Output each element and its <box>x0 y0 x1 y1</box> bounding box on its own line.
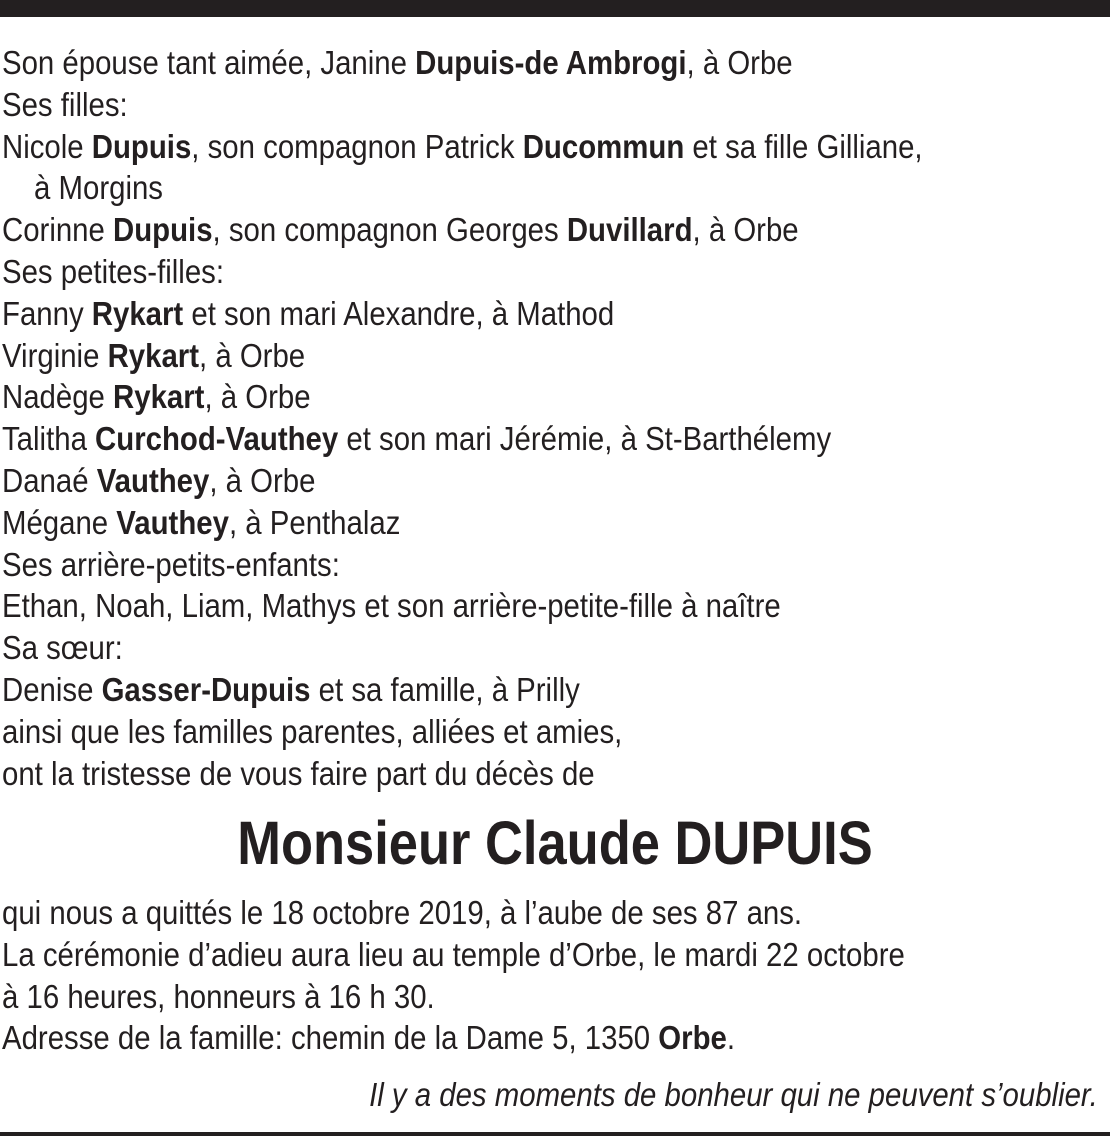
granddaughter-line <box>2 376 981 418</box>
great-grandchildren-heading: Ses arrière-petits-enfants: <box>2 545 340 583</box>
great-grandchildren-names: Ethan, Noah, Liam, Mathys et son arrière-petite-fille à naître <box>2 587 781 625</box>
spouse-surname: Dupuis-de Ambrogi <box>415 44 687 81</box>
granddaughter-surname: Rykart <box>91 294 184 332</box>
sister-suffix: et sa famille, à Prilly <box>310 670 580 708</box>
daughter1-partner-surname: Ducommun <box>522 127 685 165</box>
daughter1-suffix: et sa fille Gilliane, <box>684 127 923 165</box>
granddaughter-line <box>2 293 981 335</box>
family-list <box>2 42 981 794</box>
granddaughter-line <box>2 502 981 544</box>
address-prefix: Adresse de la famille: chemin de la Dame 5, 1350 <box>2 1019 659 1057</box>
daughter1-first: Nicole <box>2 127 92 165</box>
granddaughter-suffix: , à Orbe <box>199 336 306 374</box>
sister-first: Denise <box>2 670 102 708</box>
granddaughter-first: Fanny <box>2 294 92 332</box>
granddaughter-surname: Vauthey <box>96 461 210 499</box>
granddaughter-first: Danaé <box>2 461 97 499</box>
sister-line <box>2 669 981 711</box>
granddaughter-line <box>2 418 981 460</box>
granddaughter-suffix: , à Orbe <box>209 461 316 499</box>
bottom-rule <box>0 1132 1110 1136</box>
daughter2-line <box>2 209 981 251</box>
granddaughter-surname: Rykart <box>107 336 200 374</box>
granddaughter-first: Mégane <box>2 503 117 541</box>
address-suffix: . <box>726 1019 736 1057</box>
spouse-line <box>2 42 981 84</box>
daughter2-first: Corinne <box>2 211 114 249</box>
closing-quote: Il y a des moments de bonheur qui ne peuvent s’oublier. <box>369 1076 1098 1113</box>
spouse-prefix: Son épouse tant aimée, Janine <box>2 44 416 81</box>
ceremony-time-line: à 16 heures, honneurs à 16 h 30. <box>2 977 435 1015</box>
granddaughter-surname: Curchod-Vauthey <box>95 420 339 458</box>
granddaughter-first: Nadège <box>2 378 114 416</box>
granddaughter-first: Talitha <box>2 420 96 458</box>
granddaughter-suffix: et son mari Jérémie, à St-Barthélemy <box>338 420 832 458</box>
granddaughter-line <box>2 460 981 502</box>
ceremony-line: La cérémonie d’adieu aura lieu au temple d’Orbe, le mardi 22 octobre <box>2 935 905 973</box>
granddaughter-suffix: et son mari Alexandre, à Mathod <box>183 294 615 332</box>
passing-date-line: qui nous a quittés le 18 octobre 2019, à l’aube de ses 87 ans. <box>2 894 803 931</box>
daughter2-suffix: , à Orbe <box>692 211 799 249</box>
deceased-name: Monsieur Claude DUPUIS <box>237 809 873 877</box>
granddaughter-surname: Rykart <box>113 378 205 416</box>
top-rule <box>0 0 1110 17</box>
granddaughter-surname: Vauthey <box>116 503 229 541</box>
granddaughters-heading: Ses petites-filles: <box>2 252 224 290</box>
daughter1-place: à Morgins <box>34 169 163 207</box>
announcement-line: ont la tristesse de vous faire part du décès de <box>2 754 595 792</box>
granddaughter-suffix: , à Penthalaz <box>228 503 401 541</box>
daughter1-mid: , son compagnon Patrick <box>191 127 523 165</box>
daughter2-partner-surname: Duvillard <box>566 211 693 249</box>
address-city: Orbe <box>658 1019 727 1057</box>
sister-heading: Sa sœur: <box>2 629 123 667</box>
granddaughter-line <box>2 335 981 377</box>
daughters-heading: Ses filles: <box>2 85 128 123</box>
address-line <box>2 1017 981 1059</box>
spouse-suffix: , à Orbe <box>686 44 793 81</box>
daughter2-surname: Dupuis <box>113 211 213 249</box>
daughter1-surname: Dupuis <box>91 127 192 165</box>
sister-surname: Gasser-Dupuis <box>101 670 311 708</box>
ceremony-details <box>2 892 981 1059</box>
granddaughter-suffix: , à Orbe <box>204 378 311 416</box>
granddaughter-first: Virginie <box>2 336 108 374</box>
relatives-line: ainsi que les familles parentes, alliées et amies, <box>2 712 623 750</box>
daughter1-line <box>2 126 981 168</box>
daughter2-mid: , son compagnon Georges <box>212 211 567 249</box>
